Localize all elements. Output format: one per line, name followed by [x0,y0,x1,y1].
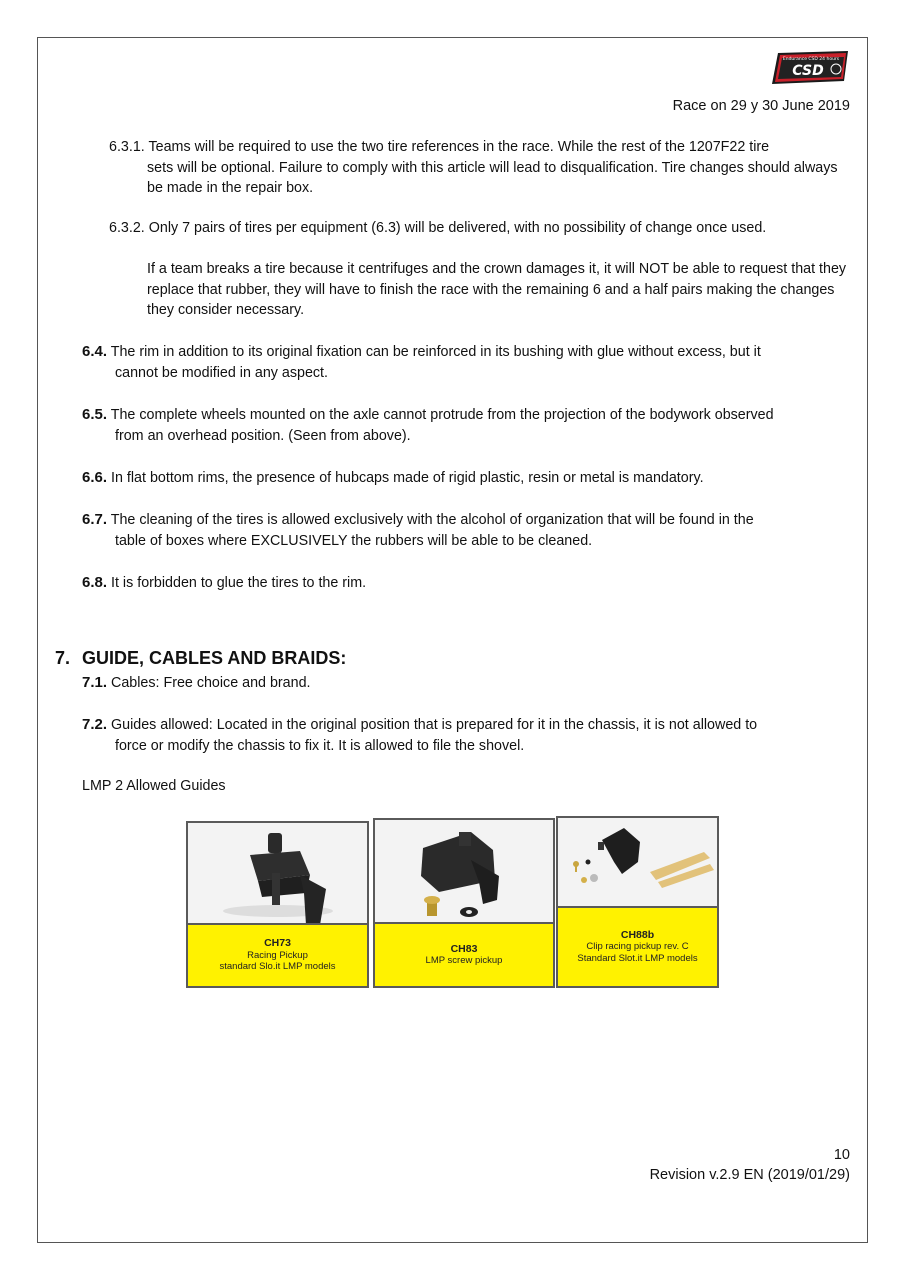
guide-label [375,922,553,986]
csd-logo [770,50,852,86]
article-number: 7.1. [82,674,108,691]
guide-desc-1: Racing Pickup [247,949,308,961]
guide-code: CH73 [264,937,291,950]
article-7-1 [82,673,852,694]
article-text: In flat bottom rims, the presence of hubcaps made of rigid plastic, resin or metal is mandatory. [111,470,704,486]
article-6-8 [82,573,852,594]
article-text: Cables: Free choice and brand. [111,675,311,691]
article-text: Guides allowed: Located in the original position that is prepared for it in the chassis, it is not allowed to [111,717,758,733]
guide-photo [188,823,367,925]
article-text-cont: table of boxes where EXCLUSIVELY the rubbers will be able to be cleaned. [115,532,593,549]
article-number: 6.8. [82,574,108,591]
article-text: The complete wheels mounted on the axle cannot protrude from the projection of the bodywork observed [110,407,774,423]
section-title: GUIDE, CABLES AND BRAIDS: [82,648,347,668]
article-6-3-2-note [109,259,854,321]
article-number: 6.5. [82,406,108,423]
article-number: 6.3.1. [109,139,145,155]
article-text-cont: cannot be modified in any aspect. [115,364,329,381]
article-text: It is forbidden to glue the tires to the rim. [111,575,367,591]
guide-label [188,923,367,986]
article-text: Teams will be required to use the two tire references in the race. While the rest of the 1207F22 tire [148,139,770,155]
guide-desc-2: Standard Slot.it LMP models [577,952,698,964]
article-6-4 [82,342,852,383]
revision-text: Revision v.2.9 EN (2019/01/29) [649,1167,850,1183]
article-number: 7.2. [82,716,108,733]
article-text: Only 7 pairs of tires per equipment (6.3) will be delivered, with no possibility of change once used. [148,220,767,236]
article-6-6 [82,468,852,489]
article-6-3-1 [109,137,854,199]
guide-photo [558,818,717,910]
article-6-3-2 [109,218,854,239]
article-number: 6.4. [82,343,108,360]
guide-code: CH88b [620,928,655,941]
article-text: The cleaning of the tires is allowed exclusively with the alcohol of organization that will be found in the [110,512,754,528]
guide-card-ch83 [373,818,555,988]
guide-desc-1: LMP screw pickup [425,955,503,966]
section-7-heading [55,648,346,669]
guide-card-ch73 [186,821,369,988]
guides-caption: LMP 2 Allowed Guides [82,778,226,794]
article-text-cont: from an overhead position. (Seen from above). [115,427,411,444]
article-number: 6.6. [82,469,108,486]
article-6-7 [82,510,852,551]
pickup-icon [188,823,367,925]
article-text-cont: sets will be optional. Failure to comply with this article will lead to disqualification. Tire changes should always be made in the repair box. [147,159,838,196]
article-note: If a team breaks a tire because it centrifuges and the crown damages it, it will NOT be able to request that they replace that rubber, they will have to finish the race with the remaining 6 and a half pairs making the changes they consider necessary. [147,261,847,318]
guide-desc-2: standard Slo.it LMP models [219,961,336,973]
page-number: 10 [833,1147,850,1163]
guide-code: CH83 [450,942,478,955]
article-7-2 [82,715,852,756]
pickup-icon [375,820,553,924]
logo-text: CSD [792,63,824,79]
article-6-5 [82,405,852,446]
race-date: Race on 29 y 30 June 2019 [672,98,850,114]
logo-top-text: Endurance CSD 24 hours [782,57,840,62]
guide-desc-1: Clip racing pickup rev. C [586,941,689,953]
article-number: 6.7. [82,511,108,528]
pickup-icon [558,818,717,910]
guide-label [558,906,717,986]
guide-photo [375,820,553,924]
article-number: 6.3.2. [109,220,145,236]
section-number: 7. [55,648,71,668]
guide-card-ch88b [556,816,719,988]
article-text: The rim in addition to its original fixation can be reinforced in its bushing with glue without excess, but it [110,344,761,360]
article-text-cont: force or modify the chassis to fix it. It is allowed to file the shovel. [115,737,525,754]
